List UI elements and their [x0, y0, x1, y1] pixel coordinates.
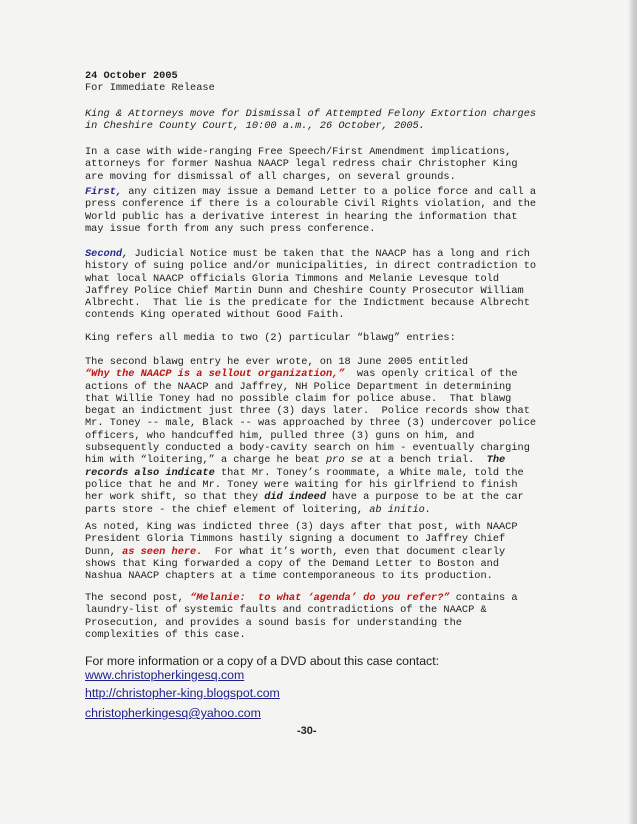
intro-paragraph: [85, 146, 555, 183]
second-label: Second,: [85, 248, 129, 260]
text-line: begat an indictment just three (3) days later. Police records show that: [85, 405, 530, 418]
indictment-paragraph: [85, 521, 555, 582]
text-line: President Gloria Timmons hastily signing a document to Jaffrey Chief: [85, 533, 506, 546]
text-line: Judicial Notice must be taken that the NAACP has a long and rich: [128, 248, 530, 260]
headline-line: King & Attorneys move for Dismissal of Attempted Felony Extortion charges: [85, 108, 537, 120]
release-notice: For Immediate Release: [85, 82, 215, 95]
seen-here-link[interactable]: as seen here.: [122, 545, 203, 558]
first-label: First,: [85, 186, 123, 198]
text-line: World public has a derivative interest in hearing the information that: [85, 210, 518, 223]
release-date: 24 October 2005: [85, 70, 178, 82]
second-paragraph: [85, 248, 555, 322]
text-fragment: that Mr. Toney’s roommate, a White male, told the: [214, 466, 524, 479]
text-line: press conference if there is a colourable Civil Rights violation, and the: [85, 198, 537, 211]
blawg-link-melanie[interactable]: “Melanie: to what ‘agenda’ do you refer?”: [190, 592, 450, 604]
text-fragment: parts store - the chief element of loitering,: [85, 503, 370, 516]
emphasis-text: The: [486, 454, 506, 467]
text-line: Prosecution, and provides a sound basis for understanding the: [85, 616, 462, 629]
contact-section: [85, 654, 555, 682]
text-fragment: her work shift, so that they: [85, 491, 265, 504]
text-line: Jaffrey Police Chief Martin Dunn and Cheshire County Prosecutor William: [85, 284, 524, 297]
text-line: As noted, King was indicted three (3) days after that post, with NAACP: [85, 521, 518, 533]
text-line: police that he and Mr. Toney were waiting for his girlfriend to finish: [85, 478, 518, 491]
blawg-link-sellout[interactable]: “Why the NAACP is a sellout organization,”: [85, 368, 345, 381]
refers-paragraph: [85, 332, 555, 344]
text-fragment: For what it’s worth, even that document clearly: [202, 545, 506, 558]
text-line: Albrecht. That lie is the predicate for the Indictment because Albrecht: [85, 297, 530, 310]
italic-text: pro se: [326, 454, 364, 467]
headline-line: in Cheshire County Court, 10:00 a.m., 26 October, 2005.: [85, 120, 425, 133]
blog-link-row: [85, 686, 555, 700]
blawg-entry-paragraph: [85, 356, 555, 516]
blog-link[interactable]: http://christopher-king.blogspot.com: [85, 686, 280, 700]
text-line: actions of the NAACP and Jaffrey, NH Police Department in determining: [85, 380, 512, 393]
text-fragment: was openly critical of the: [344, 368, 518, 381]
second-post-paragraph: [85, 592, 555, 641]
text-fragment: Dunn,: [85, 545, 123, 558]
text-line: The second blawg entry he ever wrote, on 18 June 2005 entitled: [85, 356, 469, 368]
text-line: laundry-list of systemic faults and contradictions of the NAACP &: [85, 604, 487, 617]
text-line: officers, who handcuffed him, pulled three (3) guns on him, and: [85, 429, 475, 442]
text-line: any citizen may issue a Demand Letter to a police force and call a: [122, 186, 537, 198]
text-line: Mr. Toney -- male, Black -- was approached by three (3) undercover police: [85, 417, 537, 430]
website-link[interactable]: www.christopherkingesq.com: [85, 668, 245, 682]
release-header: [85, 70, 555, 95]
email-link-row: [85, 706, 555, 720]
text-fragment: at a bench trial.: [363, 454, 487, 467]
text-line: complexities of this case.: [85, 628, 246, 641]
text-line: may issue forth from any such press conference.: [85, 222, 376, 235]
text-line: In a case with wide-ranging Free Speech/First Amendment implications,: [85, 146, 512, 158]
text-line: King refers all media to two (2) particular “blawg” entries:: [85, 332, 456, 344]
italic-text: ab initio.: [369, 503, 432, 516]
text-line: history of suing police and/or municipalities, in direct contradiction to: [85, 260, 537, 273]
text-line: attorneys for former Nashua NAACP legal redress chair Christopher King: [85, 158, 518, 171]
emphasis-text: did indeed: [264, 491, 326, 504]
headline: [85, 108, 555, 133]
text-fragment: contains a: [449, 592, 518, 604]
text-line: subsequently conducted a body-cavity search on him - eventually charging: [85, 442, 530, 455]
text-fragment: have a purpose to be at the car: [326, 491, 524, 504]
text-line: what local NAACP officials Gloria Timmons and Melanie Levesque told: [85, 272, 500, 285]
first-paragraph: [85, 186, 555, 235]
emphasis-text: records also indicate: [85, 466, 215, 479]
text-line: shows that King forwarded a copy of the Demand Letter to Boston and: [85, 557, 500, 570]
text-line: Nashua NAACP chapters at a time contemporaneous to its production.: [85, 570, 493, 583]
text-line: are moving for dismissal of all charges, on several grounds.: [85, 170, 456, 183]
email-link[interactable]: christopherkingesq@yahoo.com: [85, 706, 261, 720]
text-fragment: The second post,: [85, 592, 191, 604]
text-line: contends King operated without Good Faith.: [85, 309, 345, 322]
page-number: -30-: [297, 725, 317, 737]
text-fragment: him with “loitering,” a charge he beat: [85, 454, 326, 467]
contact-text: For more information or a copy of a DVD about this case contact:: [85, 654, 440, 668]
text-line: that Willie Toney had no possible claim for police abuse. That blawg: [85, 392, 512, 405]
